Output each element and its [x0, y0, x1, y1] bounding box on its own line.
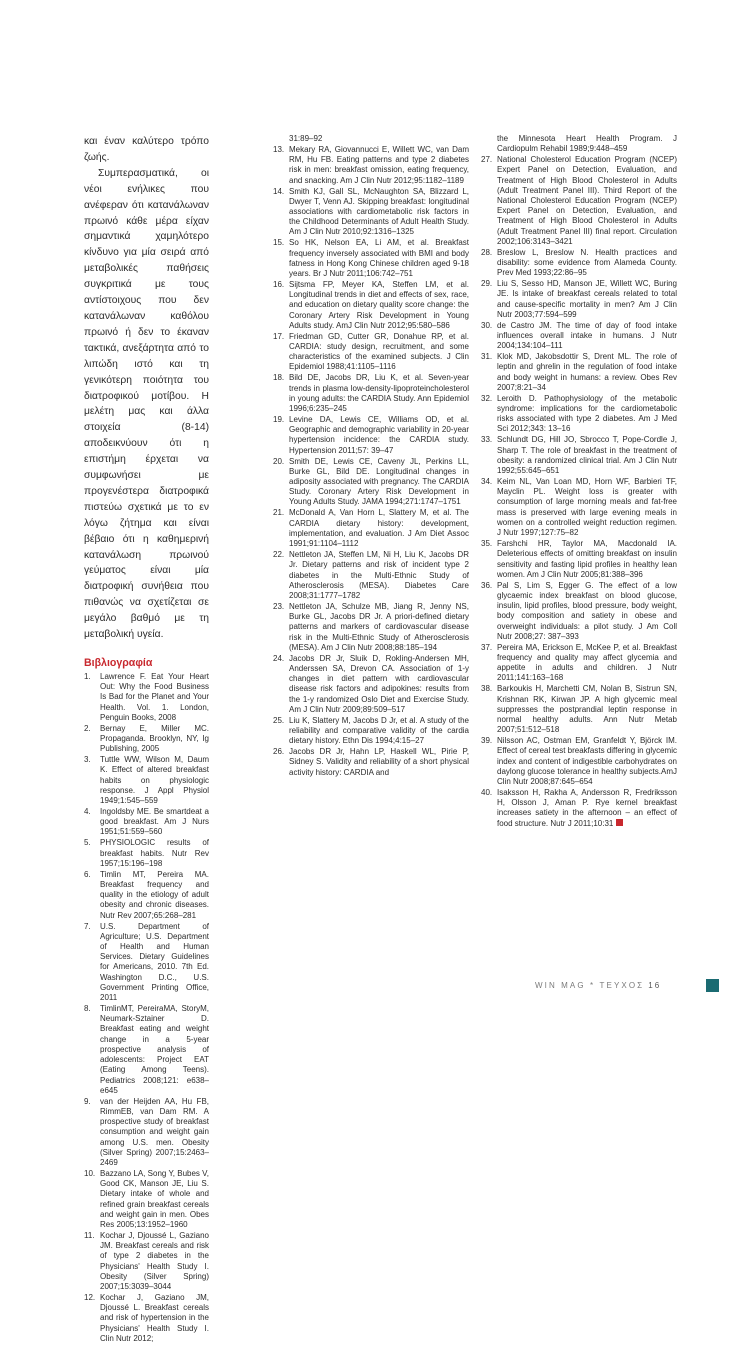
reference-number: 24. [273, 653, 285, 663]
reference-number: 33. [481, 435, 493, 445]
reference-number: 18. [273, 373, 285, 383]
column-1 [84, 134, 209, 1345]
reference-text: Jacobs DR Jr, Sluik D, Rokling-Andersen MH, Anderssen SA, Drevon CA. Association of 1-y changes in diet pattern with cardiovascular disease risk factors and adipokines: results from the 1-y randomized Oslo Diet and Exercise Study. Am J Clin Nutr 2009;89:509–517 [289, 653, 469, 714]
reference-item [481, 155, 677, 247]
reference-text: Smith KJ, Gall SL, McNaughton SA, Blizzard L, Dwyer T, Venn AJ. Skipping breakfast: longitudinal associations with cardiometabolic risk factors in the Childhood Determinants of Adult Health Study. Am J Clin Nutr 2010;92:1316–1325 [289, 186, 469, 237]
reference-item [273, 332, 469, 373]
reference-number: 28. [481, 247, 493, 257]
reference-number: 1. [84, 672, 91, 681]
reference-number: 13. [273, 145, 285, 154]
reference-item [481, 788, 677, 829]
reference-item [481, 477, 677, 538]
reference-item [273, 508, 469, 549]
reference-number: 30. [481, 320, 493, 330]
reference-number: 39. [481, 736, 493, 746]
reference-item [481, 684, 677, 735]
reference-text: Klok MD, Jakobsdottir S, Drent ML. The role of leptin and ghrelin in the regulation of food intake and body weight in humans: a review. Obes Rev 2007;8:21–34 [497, 352, 677, 392]
reference-text: McDonald A, Van Horn L, Slattery M, et al. The CARDIA dietary history: development, implementation, and evaluation. J Am Diet Assoc 1991;91:1104–1112 [289, 508, 469, 549]
footer-color-block [706, 979, 719, 992]
reference-number: 37. [481, 642, 493, 652]
reference-item [84, 1097, 209, 1168]
reference-number: 2. [84, 723, 91, 733]
reference-number: 36. [481, 580, 493, 590]
reference-text: So HK, Nelson EA, Li AM, et al. Breakfast frequency inversely associated with BMI and body fatness in Hong Kong Chinese children aged 9-18 years. Br J Nutr 2011;106:742–751 [289, 238, 469, 279]
reference-item [84, 1169, 209, 1230]
body-paragraph: και έναν καλύτερο τρόπο ζωής. [84, 136, 209, 163]
reference-number: 23. [273, 601, 285, 611]
reference-number: 16. [273, 280, 285, 290]
reference-text: Nettleton JA, Schulze MB, Jiang R, Jenny NS, Burke GL, Jacobs DR Jr. A priori-defined dietary patterns and markers of cardiovascular disease risk in the Multi-Ethnic Study of Atherosclerosis (MESA). Am J Clin Nutr 2008;88:185–194 [289, 601, 469, 652]
reference-item [481, 435, 677, 476]
reference-text: Levine DA, Lewis CE, Williams OD, et al. Geographic and demographic variability in 20-year hypertension incidence: the CARDIA study. Hypertension 2011;57: 39–47 [289, 415, 469, 455]
reference-item [273, 145, 469, 186]
reference-text: Kochar J, Gaziano JM, Djoussé L. Breakfast cereals and risk of hypertension in the Physicians' Health Study I. Clin Nutr 2012; [100, 1292, 209, 1343]
reference-text: Pereira MA, Erickson E, McKee P, et al. Breakfast frequency and quality may affect glycemia and appetite in adults and children. J Nutr 2011;141:163–168 [497, 642, 677, 683]
reference-item [273, 716, 469, 747]
reference-number: 40. [481, 787, 493, 797]
reference-item [481, 394, 677, 435]
reference-number: 6. [84, 869, 91, 879]
reference-number: 9. [84, 1096, 91, 1106]
reference-item [481, 352, 677, 393]
reference-number: 26. [273, 747, 285, 757]
reference-number: 22. [273, 550, 285, 560]
reference-text: Lawrence F. Eat Your Heart Out: Why the Food Business Is Bad for the Planet and Your Health. Vol. 1. London, Penguin Books, 2008 [100, 672, 209, 722]
reference-text: de Castro JM. The time of day of food intake influences overall intake in humans. J Nutr 2004;134:104–111 [497, 320, 677, 351]
reference-item [273, 415, 469, 456]
reference-number: 17. [273, 331, 285, 341]
reference-list [84, 672, 209, 1344]
reference-item [84, 1231, 209, 1292]
reference-item [84, 1293, 209, 1344]
reference-number: 10. [84, 1168, 96, 1178]
reference-text: Leroith D. Pathophysiology of the metabolic syndrome: implications for the cardiometabolic risks associated with type 2 diabetes. Am J Med Sci 2012;343: 13–16 [497, 393, 677, 434]
reference-number: 19. [273, 415, 285, 425]
reference-text: Pal S, Lim S, Egger G. The effect of a low glycaemic index breakfast on blood glucose, insulin, lipid profiles, blood pressure, body weight, body composition and satiety in obese and overweight individuals: a pilot study. J Am Coll Nutr 2008;27: 387–393 [497, 580, 677, 641]
reference-item [481, 539, 677, 580]
reference-item [84, 838, 209, 869]
page-number: 16 [648, 981, 662, 990]
reference-item [481, 248, 677, 279]
reference-text: 31:89–92 [289, 134, 323, 143]
reference-text: Liu K, Slattery M, Jacobs D Jr, et al. A study of the reliability and comparative validity of the cardia dietary history. Ethn Dis 1994;4:15–27 [289, 715, 469, 746]
reference-item [273, 280, 469, 331]
reference-number: 27. [481, 155, 493, 165]
reference-number: 38. [481, 684, 493, 694]
reference-text: Friedman GD, Cutter GR, Donahue RP, et al. CARDIA: study design, recruitment, and some characteristics of the examined subjects. J Clin Epidemiol 1988;41:1105–1116 [289, 331, 469, 372]
reference-number: 7. [84, 921, 91, 931]
reference-number: 4. [84, 807, 91, 817]
column-2 [273, 134, 469, 779]
reference-continuation [273, 134, 469, 144]
reference-item [84, 922, 209, 1004]
reference-number: 32. [481, 393, 493, 403]
reference-number: 15. [273, 238, 285, 248]
reference-text: Nilsson AC, Ostman EM, Granfeldt Y, Björck IM. Effect of cereal test breakfasts differing in glycemic index and content of indigestible carbohydrates on daylong glucose tolerance in healthy subjects.AmJ Clin Nutr 2008;87:645–654 [497, 736, 677, 786]
reference-text: Keim NL, Van Loan MD, Horn WF, Barbieri TF, Mayclin PL. Weight loss is greater with consumption of large morning meals and fat-free mass is preserved with large evening meals in women on a controlled weight reduction regimen. J Nutr 1997;127:75–82 [497, 477, 677, 538]
reference-text: Barkoukis H, Marchetti CM, Nolan B, Sistrun SN, Krishnan RK, Kirwan JP. A high glycemic meal suppresses the postprandial leptin response in normal healthy adults. Ann Nutr Metab 2007;51:512–518 [497, 684, 677, 735]
reference-item [84, 807, 209, 838]
reference-item [273, 747, 469, 778]
reference-number: 34. [481, 477, 493, 487]
reference-text: Isaksson H, Rakha A, Andersson R, Fredriksson H, Olsson J, Aman P. Rye kernel breakfast increases satiety in the afternoon – an effect of food structure. Nutr J 2011;10:31 [497, 787, 677, 828]
reference-item [481, 279, 677, 320]
reference-item [481, 321, 677, 352]
reference-item [273, 550, 469, 601]
reference-text: Farshchi HR, Taylor MA, Macdonald IA. Deleterious effects of omitting breakfast on insulin sensitivity and fasting lipid profiles in healthy lean women. Am J Clin Nutr 2005;81:388–396 [497, 539, 677, 579]
page-footer [535, 981, 661, 990]
reference-item [84, 755, 209, 806]
reference-text: PHYSIOLOGIC results of breakfast habits. Nutr Rev 1957;15:196–198 [100, 838, 209, 868]
reference-number: 12. [84, 1292, 96, 1302]
reference-item [273, 373, 469, 414]
reference-number: 35. [481, 539, 493, 549]
reference-item [84, 724, 209, 755]
reference-number: 5. [84, 838, 91, 848]
reference-item [273, 187, 469, 238]
reference-item [84, 870, 209, 921]
reference-text: Mekary RA, Giovannucci E, Willett WC, van Dam RM, Hu FB. Eating patterns and type 2 diabetes risk in men: breakfast omission, eating frequency, and snacking. Am J Clin Nutr 2012;95:1182–1189 [289, 145, 469, 185]
reference-number: 29. [481, 279, 493, 289]
reference-number: 21. [273, 508, 285, 518]
reference-text: Timlin MT, Pereira MA. Breakfast frequency and quality in the etiology of adult obesity and chronic diseases. Nutr Rev 2007;65:268–281 [100, 869, 209, 920]
reference-text: Bazzano LA, Song Y, Bubes V, Good CK, Manson JE, Liu S. Dietary intake of whole and refined grain breakfast cereals and weight gain in men. Obes Res 2005;13:1952–1960 [100, 1168, 209, 1229]
column-3 [481, 134, 677, 830]
reference-text: Breslow L, Breslow N. Health practices and disability: some evidence from Alameda County. Prev Med 1993;22:86–95 [497, 247, 677, 278]
reference-text: van der Heijden AA, Hu FB, RimmEB, van Dam RM. A prospective study of breakfast consumption and weight gain among U.S. men. Obesity (Silver Spring) 2007;15:2463–2469 [100, 1096, 209, 1167]
references-heading: Βιβλιογραφία [84, 657, 153, 669]
reference-text: Jacobs DR Jr, Hahn LP, Haskell WL, Pirie P, Sidney S. Validity and reliability of a short physical activity history: CARDIA and [289, 747, 469, 777]
reference-text: Tuttle WW, Wilson M, Daum K. Effect of altered breakfast habits on physiologic response. J Appl Physiol 1949;1:545–559 [100, 755, 209, 806]
reference-item [481, 736, 677, 787]
reference-text: U.S. Department of Agriculture; U.S. Department of Health and Human Services. Dietary Guidelines for Americans, 2010. 7th Ed. Washington D.C., U.S. Government Printing Office, 2011 [100, 921, 209, 1003]
reference-text: National Cholesterol Education Program (NCEP) Expert Panel on Detection, Evaluation, and Treatment of High Blood Cholesterol in Adults (Adult Treatment Panel III). Third Report of the National Cholesterol Education Program (NCEP) Expert Panel on Detection, Evaluation, and Treatment of High Blood Cholesterol in Adults (Adult Treatment Panel III) final report. Circulation 2002;106:3143–3421 [497, 155, 677, 246]
body-paragraph: Συμπερασματικά, οι νέοι ενήλικες που ανέφεραν ότι κατανάλωναν πρωινό κάθε μέρα είχαν σημαντικά χαμηλότερο κίνδυνο για μία σειρά από μεταβολικές παθήσεις συγκριτικά με τους αντίστοιχους που δεν κατανάλωναν καθόλου πρωινό ή δεν το έκαναν τακτικά, ανεξάρτητα από το λιπώδη ιστό και τη γενικότερη ποιότητα του διατροφικού μοτίβου. Η μελέτη μας και άλλα στοιχεία (8-14) αποδεικνύουν ότι η επιστήμη έρχεται να συμφωνήσει με προγενέστερα διατροφικά πιστεύω σχετικά με το εν λόγω ζήτημα και είναι βέβαιο ότι η καθημερινή κατανάλωση πρωινού γεύματος είναι μία διατροφική συνήθεια που πιθανώς να σχετίζεται σε μεγάλο βαθμό με τη μεταβολική υγεία. [84, 167, 209, 641]
reference-text: Bernay E, Miller MC. Propaganda. Brooklyn, NY, Ig Publishing, 2005 [100, 723, 209, 754]
reference-list [273, 145, 469, 778]
reference-text: Ingoldsby ME. Be smartdeat a good breakfast. Am J Nurs 1951;51:559–560 [100, 807, 209, 837]
reference-number: 31. [481, 352, 493, 362]
reference-item [273, 602, 469, 653]
reference-item [273, 457, 469, 508]
reference-text: Kochar J, Djoussé L, Gaziano JM. Breakfast cereals and risk of type 2 diabetes in the Physicians' Health Study I. Obesity (Silver Spring) 2007;15:3039–3044 [100, 1230, 209, 1291]
reference-text: Sijtsma FP, Meyer KA, Steffen LM, et al. Longitudinal trends in diet and effects of sex, race, and education on dietary quality score change: the Coronary Artery Risk Development in Young Adults study. AmJ Clin Nutr 2012;95:580–586 [289, 280, 469, 330]
reference-number: 14. [273, 186, 285, 196]
magazine-name: WIN MAG * ΤΕΥΧΟΣ [535, 981, 645, 990]
reference-number: 11. [84, 1230, 95, 1240]
reference-text: Liu S, Sesso HD, Manson JE, Willett WC, Buring JE. Is intake of breakfast cereals related to total and cause-specific mortality in men? Am J Clin Nutr 2003;77:594–599 [497, 279, 677, 319]
reference-continuation [481, 134, 677, 154]
reference-number: 8. [84, 1004, 91, 1014]
reference-item [481, 581, 677, 642]
reference-number: 25. [273, 715, 285, 725]
reference-item [481, 643, 677, 684]
reference-text: Bild DE, Jacobs DR, Liu K, et al. Seven-year trends in plasma low-density-lipoproteincholesterol in young adults: the CARDIA Study. Ann Epidemiol 1996;6:235–245 [289, 373, 469, 414]
reference-text: Nettleton JA, Steffen LM, Ni H, Liu K, Jacobs DR Jr. Dietary patterns and risk of incident type 2 diabetes in the Multi-Ethnic Study of Atherosclerosis (MESA). Diabetes Care 2008;31:1777–1782 [289, 550, 469, 600]
reference-item [84, 672, 209, 723]
reference-text: Smith DE, Lewis CE, Caveny JL, Perkins LL, Burke GL, Bild DE. Longitudinal changes in adiposity associated with pregnancy. The CARDIA Study. Coronary Artery Risk Development in Young Adults Study. JAMA 1994;271:1747–1751 [289, 456, 469, 507]
reference-number: 3. [84, 755, 91, 765]
reference-text: Schlundt DG, Hill JO, Sbrocco T, Pope-Cordle J, Sharp T. The role of breakfast in the treatment of obesity: a randomized clinical trial. Am J Clin Nutr 1992;55:645–651 [497, 435, 677, 476]
reference-text: the Minnesota Heart Health Program. J Cardiopulm Rehabil 1989;9:448–459 [497, 134, 677, 154]
reference-item [84, 1004, 209, 1096]
reference-text: TimlinMT, PereiraMA, StoryM, Neumark-Sztainer D. Breakfast eating and weight change in a 5-year prospective analysis of adolescents: Project EAT (Eating Among Teens). Pediatrics 2008;121: e638–e645 [100, 1004, 209, 1095]
reference-item [273, 654, 469, 715]
reference-list [481, 155, 677, 829]
reference-number: 20. [273, 456, 285, 466]
reference-item [273, 238, 469, 279]
end-of-article-mark [616, 819, 623, 826]
